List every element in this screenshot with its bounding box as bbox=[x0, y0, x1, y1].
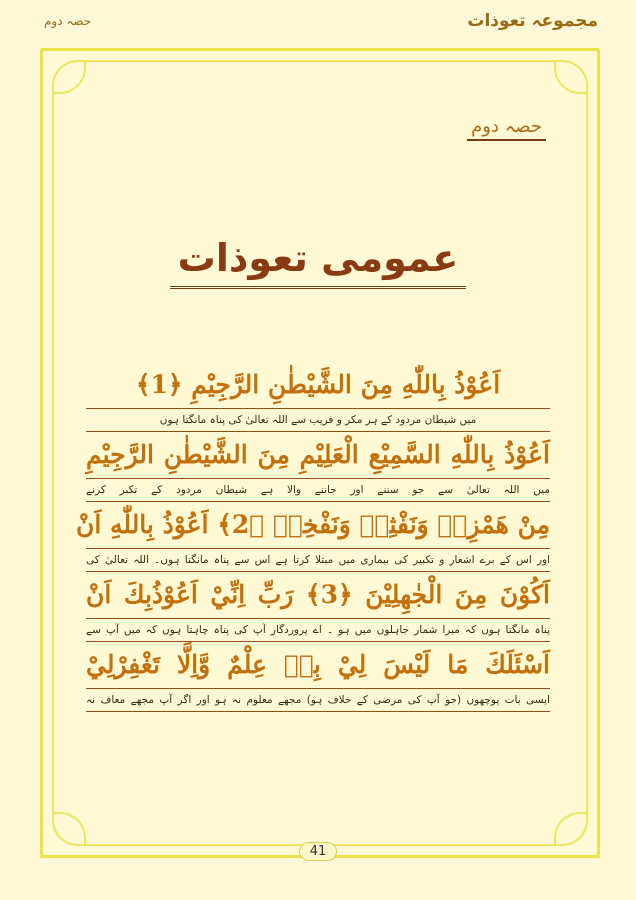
arabic-line: اَسْئَلَكَ مَا لَيْسَ لِيْ بِهٖ عِلْمٌ وَّاِلَّا تَغْفِرْلِيْ bbox=[86, 642, 550, 689]
running-head-part: حصہ دوم bbox=[44, 14, 92, 28]
arabic-line: اَعُوْذُ بِاللّٰهِ السَّمِيْعِ الْعَلِيْمِ مِنَ الشَّيْطٰنِ الرَّجِيْمِ bbox=[86, 432, 550, 479]
translation-line: اور اس کے برے اشعار و تکبیر کی بیماری میں مبتلا کرتا ہے اس سے پناہ مانگتا ہوں۔ اللہ تعالیٰ کی bbox=[86, 549, 550, 572]
arabic-line: اَكُوْنَ مِنَ الْجٰهِلِيْنَ ﴿3﴾ رَبِّ اِنِّيْ اَعُوْذُبِكَ اَنْ bbox=[86, 572, 550, 619]
part-label: حصہ دوم bbox=[467, 116, 546, 141]
translation-line: پناہ مانگتا ہوں کہ میرا شمار جاہلوں میں ہو ۔ اے پروردگار آپ کی پناہ چاہتا ہوں کہ میں آپ سے bbox=[86, 619, 550, 642]
text-block bbox=[76, 362, 550, 712]
chapter-title-text: عمومی تعوذات bbox=[170, 236, 467, 289]
translation-line: میں شیطان مردود کے ہر مکر و فریب سے اللہ تعالیٰ کی پناہ مانگتا ہوں bbox=[86, 409, 550, 432]
translation-line: ایسی بات پوچھوں (جو آپ کی مرضی کے خلاف ہو) مجھے معلوم نہ ہو اور اگر آپ مجھے معاف نہ bbox=[86, 689, 550, 712]
page-number-text: 41 bbox=[299, 842, 338, 861]
book-title: مجموعہ تعوذات bbox=[467, 11, 598, 31]
arabic-line: اَعُوْذُ بِاللّٰهِ مِنَ الشَّيْطٰنِ الرَّجِيْمِ ﴿1﴾ bbox=[86, 362, 550, 409]
translation-line: میں اللہ تعالیٰ سے جو سننے اور جاننے والا ہے شیطان مردود کے تکبر کرنے bbox=[86, 479, 550, 502]
running-head bbox=[38, 6, 598, 46]
chapter-title bbox=[0, 236, 636, 289]
arabic-line: مِنْ هَمْزِهٖ وَنَفْثِهٖ وَنَفْخِهٖ ﴿2﴾ اَعُوْذُ بِاللّٰهِ اَنْ bbox=[86, 502, 550, 549]
page-number bbox=[0, 840, 636, 861]
